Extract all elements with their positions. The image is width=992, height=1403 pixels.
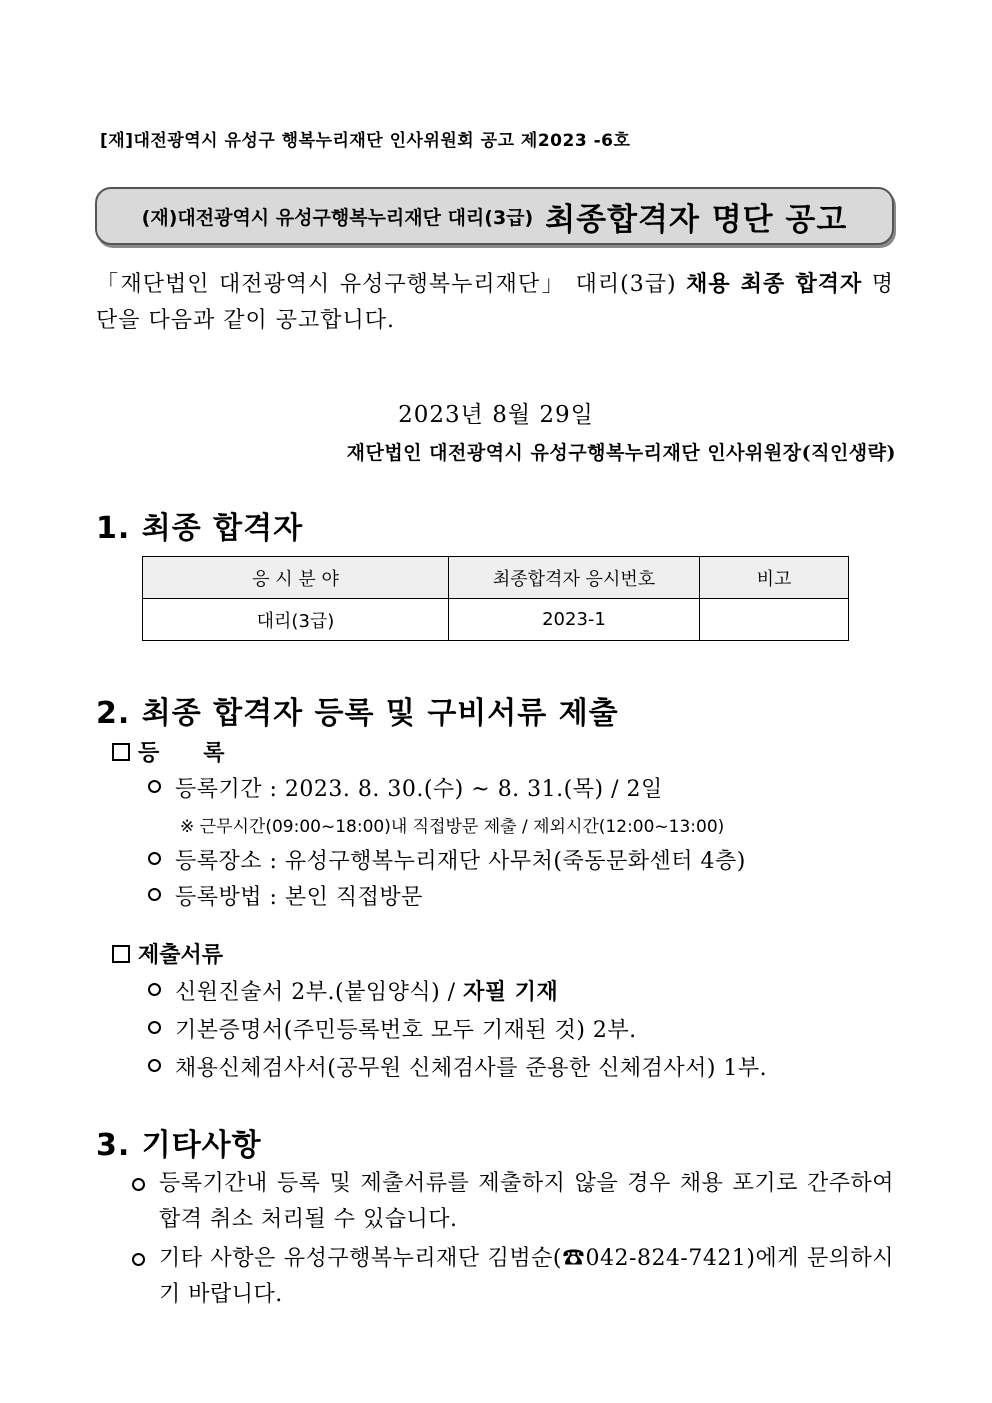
- issuer: 재단법인 대전광역시 유성구행복누리재단 인사위원장(직인생략): [346, 442, 896, 464]
- circle-bullet-icon: [148, 1059, 161, 1072]
- circle-bullet-icon: [132, 1178, 145, 1191]
- circle-bullet-icon: [148, 983, 161, 996]
- circle-bullet-icon: [148, 852, 161, 865]
- etc-item-1: [132, 1166, 894, 1238]
- intro-paragraph: [96, 266, 894, 339]
- notice-number: [재]대전광역시 유성구 행복누리재단 인사위원회 공고 제2023 -6호: [100, 131, 631, 151]
- document-item-3-text: 채용신체검사서(공무원 신체검사를 준용한 신체검사서) 1부.: [175, 1056, 768, 1081]
- registration-note: ※ 근무시간(09:00~18:00)내 직접방문 제출 / 제외시간(12:00~13:00): [180, 817, 725, 837]
- section3-heading: 3. 기타사항: [96, 1128, 262, 1163]
- etc-item-1-text: 등록기간내 등록 및 제출서류를 제출하지 않을 경우 채용 포기로 간주하여 합격 취소 처리될 수 있습니다.: [159, 1171, 894, 1232]
- intro-part2: 명단을 다음과 같이 공고합니다.: [96, 272, 895, 333]
- cell-number: 2023-1: [449, 599, 700, 641]
- registration-place-text: 등록장소 : 유성구행복누리재단 사무처(죽동문화센터 4층): [175, 849, 746, 874]
- registration-label: [112, 736, 225, 767]
- contact-phone: ☎042-824-7421: [561, 1246, 747, 1271]
- title-prefix: (재)대전광역시 유성구행복누리재단 대리(3급): [141, 206, 534, 229]
- document-item-1-text: 신원진술서 2부.(붙임양식) /: [175, 980, 464, 1005]
- col-header-field: 응 시 분 야: [143, 557, 449, 599]
- document-item-1: [148, 975, 558, 1006]
- col-header-number: 최종합격자 응시번호: [449, 557, 700, 599]
- registration-period: [148, 772, 663, 803]
- result-table: [142, 556, 849, 641]
- intro-part1: 「재단법인 대전광역시 유성구행복누리재단」 대리(3급): [96, 272, 677, 297]
- document-item-3: [148, 1051, 767, 1082]
- notice-date: 2023년 8월 29일: [398, 402, 594, 428]
- etc-item-2: [132, 1241, 894, 1313]
- registration-title: 등 록: [138, 741, 225, 766]
- registration-period-text: 등록기간 : 2023. 8. 30.(수) ~ 8. 31.(목) / 2일: [175, 777, 663, 802]
- section2-heading: 2. 최종 합격자 등록 및 구비서류 제출: [96, 696, 619, 731]
- documents-title: 제출서류: [138, 943, 224, 968]
- circle-bullet-icon: [148, 1021, 161, 1034]
- document-item-1-bold: 자필 기재: [463, 979, 559, 1005]
- documents-label: [112, 938, 223, 969]
- table-header-row: [143, 557, 849, 599]
- intro-bold: 채용 최종 합격자: [686, 271, 863, 297]
- document-item-2-text: 기본증명서(주민등록번호 모두 기재된 것) 2부.: [175, 1018, 637, 1043]
- section1-heading: 1. 최종 합격자: [96, 511, 304, 546]
- cell-remark: [700, 599, 849, 641]
- page-title: 최종합격자 명단 공고: [545, 201, 848, 238]
- square-bullet-icon: [112, 743, 130, 761]
- etc-item-2-end: )에게 문의하시기 바랍니다.: [159, 1246, 894, 1307]
- etc-item-2-text: 기타 사항은 유성구행복누리재단 김범순(: [159, 1246, 562, 1271]
- registration-method: [148, 880, 423, 911]
- square-bullet-icon: [112, 945, 130, 963]
- title-banner: [95, 187, 894, 245]
- document-item-2: [148, 1013, 637, 1044]
- circle-bullet-icon: [148, 780, 161, 793]
- registration-method-text: 등록방법 : 본인 직접방문: [175, 885, 423, 910]
- circle-bullet-icon: [132, 1253, 145, 1266]
- col-header-remark: 비고: [700, 557, 849, 599]
- cell-field: 대리(3급): [143, 599, 449, 641]
- circle-bullet-icon: [148, 888, 161, 901]
- registration-place: [148, 844, 746, 875]
- table-row: [143, 599, 849, 641]
